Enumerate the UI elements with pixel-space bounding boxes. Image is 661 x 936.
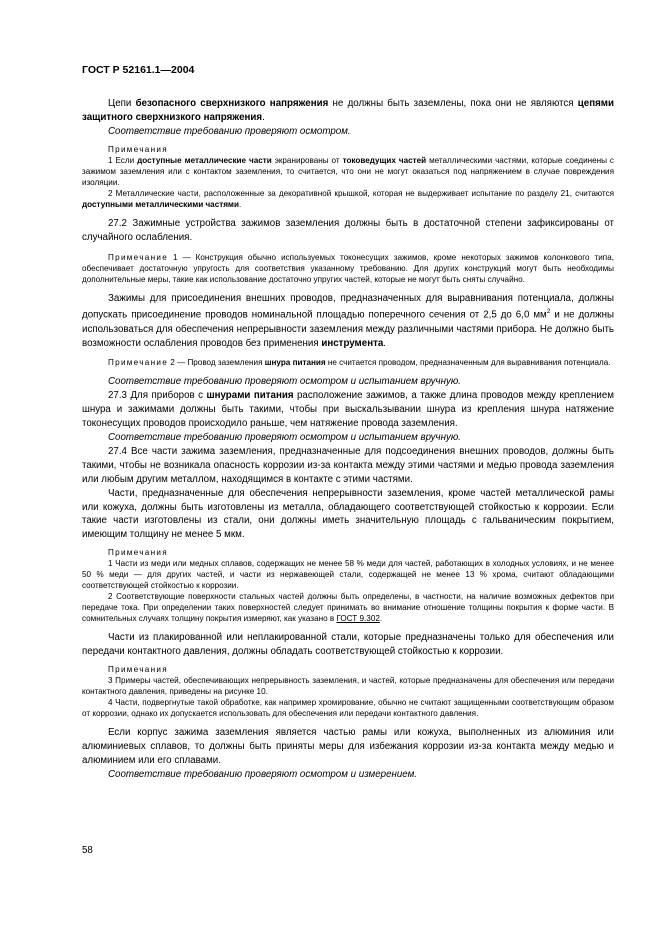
- note-steel-surfaces: 2 Соответствующие поверхности стальных частей должны быть определены, в частности, на наличие возможных дефектов при передаче тока. При определении таких поверхностей следует принимать во внимание отношение толщины покрытия к форме части. В сомнительных случаях толщину покрытия измеряют, как указано в ГОСТ 9.302.: [82, 592, 614, 624]
- gost-reference-link[interactable]: ГОСТ 9.302: [336, 614, 380, 624]
- clause-27-4: 27.4 Все части зажима заземления, предназначенные для подсоединения внешних проводов, должны быть такими, чтобы не возникала опасность коррозии из-за контакта между этими частями и медью провода заземления или любым другим металлом, находящимся в контакте с этими частями.: [82, 445, 614, 485]
- standard-header: ГОСТ Р 52161.1—2004: [82, 64, 195, 76]
- paragraph-safety-voltage: Цепи безопасного сверхнизкого напряжения не должны быть заземлены, пока они не являются цепями защитного сверхнизкого напряжения.: [82, 98, 614, 123]
- note-copper-alloys: 1 Части из меди или медных сплавов, содержащих не менее 58 % меди для частей, работающих в холодных условиях, и не менее 50 % меди — для других частей, и части из нержавеющей стали, содержащей не менее 13 % хрома, считают обладающими соответствующей стойкостью к коррозии.: [82, 559, 614, 591]
- notes-heading: Примечания: [108, 548, 168, 558]
- compliance-check: Соответствие требованию проверяют осмотром и испытанием вручную.: [108, 432, 461, 444]
- note-2: 2 Металлические части, расположенные за декоративной крышкой, которая не выдерживает испытание по разделу 21, считаются доступными металлическими частями.: [82, 188, 614, 209]
- compliance-check: Соответствие требованию проверяют осмотром.: [108, 125, 351, 137]
- notes-heading: Примечания: [108, 665, 168, 675]
- clause-27-3: 27.3 Для приборов с шнурами питания расположение зажимов, а также длина проводов между креплением шнура и зажимами должны быть такими, чтобы при выскальзывании шнура из крепления шнура натяжение токонесущих проводов происходило раньше, чем натяжение провода заземления.: [82, 390, 614, 430]
- paragraph-continuity-parts: Части, предназначенные для обеспечения непрерывности заземления, кроме частей металлической рамы или кожуха, должны быть изготовлены из металла, обладающего соответствующей стойкостью к коррозии. Если такие части изготовлены из стали, они должны иметь значительную площадь с гальваническим покрытием, имеющим толщину не менее 5 мкм.: [82, 487, 614, 541]
- compliance-check: Соответствие требованию проверяют осмотром и испытанием вручную.: [108, 376, 461, 388]
- note-supply-cord: Примечание 2 — Провод заземления шнура питания не считается проводом, предназначенным для выравнивания потенциала.: [108, 358, 611, 368]
- page-number: 58: [82, 845, 93, 856]
- document-body: [82, 97, 614, 782]
- compliance-check: Соответствие требованию проверяют осмотром и измерением.: [108, 768, 418, 780]
- paragraph-aluminium-body: Если корпус зажима заземления является частью рамы или кожуха, выполненных из алюминия или алюминиевых сплавов, то должны быть приняты меры для избежания коррозии из-за контакта между медью и алюминием или его сплавами.: [82, 727, 614, 766]
- note-27-2: Примечание 1 — Конструкция обычно используемых токонесущих зажимов, кроме некоторых зажимов колонкового типа, обеспечивает достаточную упругость для соответствия указанному требованию. Для других конструкций могут быть необходимы дополнительные меры, такие как использование достаточно упругих частей, которые не могут быть сняты случайно.: [82, 252, 614, 284]
- paragraph-potential-clamps: Зажимы для присоединения внешних проводов, предназначенных для выравнивания потенциала, должны допускать присоединение проводов номинальной площадью поперечного сечения от 2,5 до 6,0 $мм^2$ и не должны использоваться для обеспечения непрерывности заземления между различными частями прибора. Не должно быть возможности ослабления проводов без применения инструмента.: [82, 292, 614, 349]
- clause-27-2: 27.2 Зажимные устройства зажимов заземления должны быть в достаточной степени зафиксированы от случайного ослабления.: [82, 217, 614, 243]
- note-3-examples: 3 Примеры частей, обеспечивающих непрерывность заземления, и частей, которые предназначены для обеспечения или передачи контактного давления, приведены на рисунке 10.: [82, 676, 614, 697]
- note-1: 1 Если доступные металлические части экранированы от токоведущих частей металлическими частями, которые соединены с зажимом заземления или с контактом заземления, то считается, что они не могут оказаться под напряжением в случае повреждения изоляции.: [82, 155, 614, 187]
- notes-heading: Примечания: [108, 144, 168, 154]
- note-4-chromium: 4 Части, подвергнутые такой обработке, как например хромирование, обычно не считают защищенными соответствующим образом от коррозии, однако их допускается использовать для обеспечения или передачи контактного давления.: [82, 698, 614, 719]
- paragraph-clad-steel: Части из плакированной или неплакированной стали, которые предназначены только для обеспечения или передачи контактного давления, должны обладать соответствующей стойкостью к коррозии.: [82, 632, 614, 658]
